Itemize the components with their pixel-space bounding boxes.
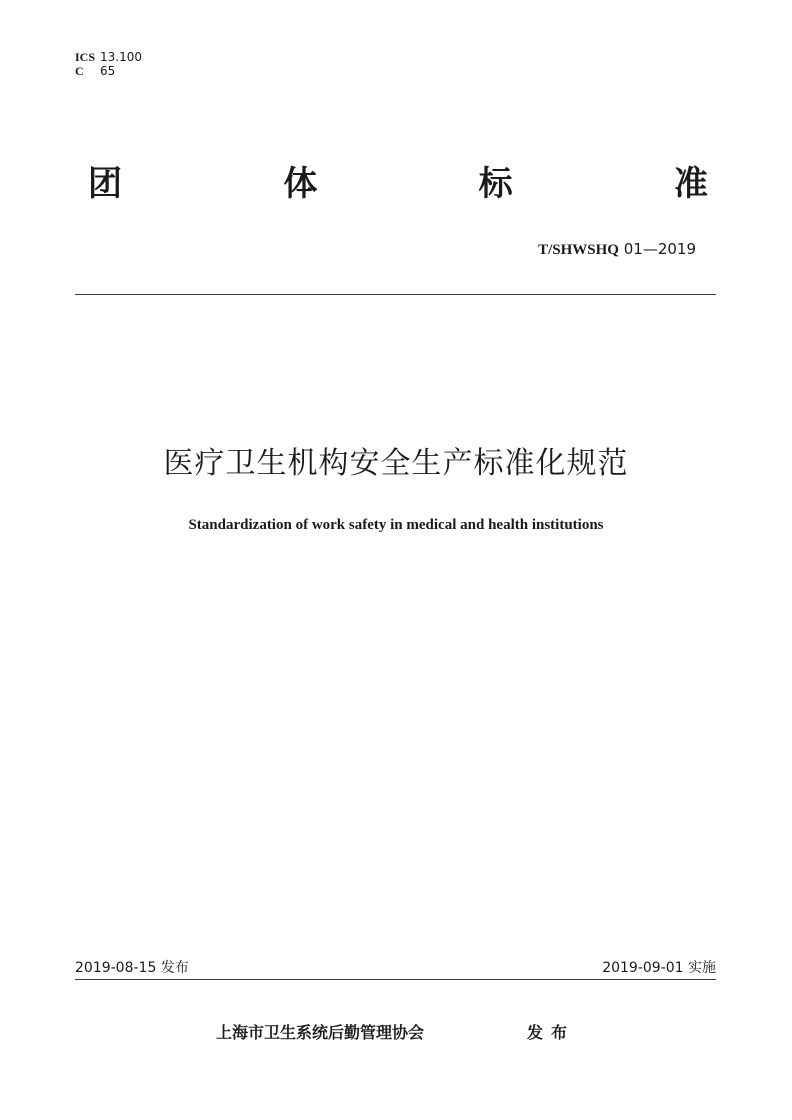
standard-type-char: 团 [88,164,122,204]
standard-number [538,240,696,259]
standard-type-char: 体 [283,164,318,204]
ics-code [75,50,142,64]
implementation-date: 2019-09-01 实施 [602,960,716,976]
ics-value: 13.100 [100,50,142,64]
top-divider [75,294,716,295]
ccs-label: C [75,64,84,78]
ccs-code [75,64,142,78]
document-title-chinese: 医疗卫生机构安全生产标准化规范 [163,446,629,481]
bottom-divider [75,979,716,980]
standard-type-char: 准 [673,164,708,204]
document-title-english: Standardization of work safety in medical and health institutions [188,517,604,533]
publisher-name: 上海市卫生系统后勤管理协会 [216,1023,425,1042]
ccs-value: 65 [100,64,116,78]
standard-number-prefix: T/SHWSHQ [538,242,619,258]
standard-number-suffix: 01—2019 [623,240,696,258]
classification-codes [75,50,142,78]
release-date: 2019-08-15 发布 [75,960,189,976]
standard-type-heading [88,160,708,208]
publisher-action: 发布 [527,1023,576,1042]
standard-type-char: 标 [478,164,513,204]
ics-label: ICS [75,50,96,64]
